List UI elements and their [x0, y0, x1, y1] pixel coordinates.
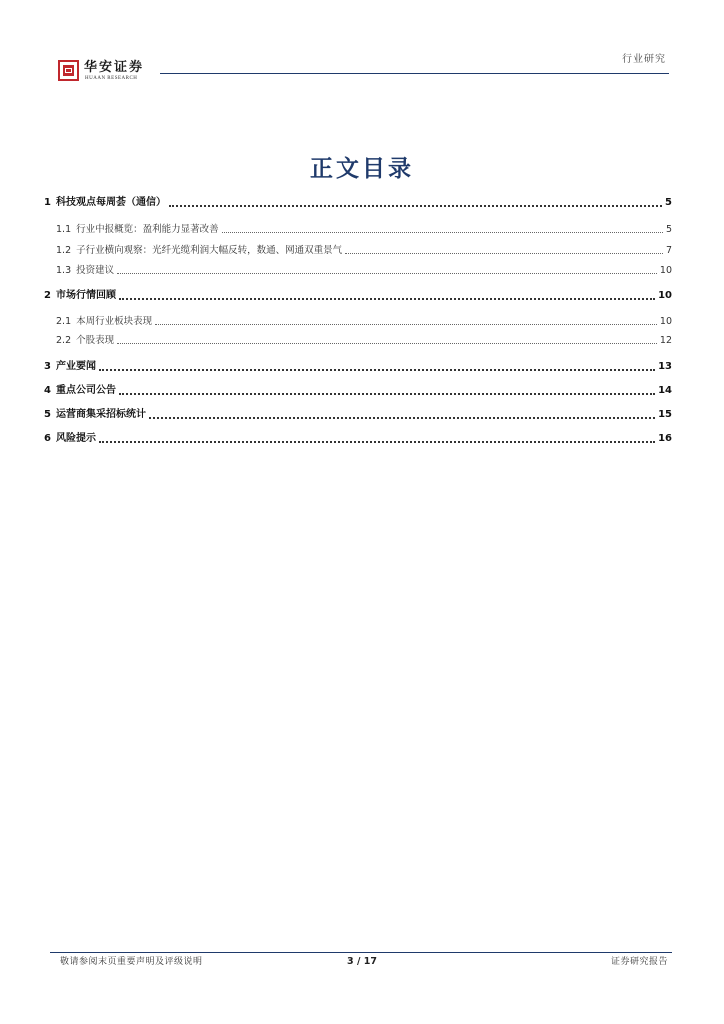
toc-entry-page: 14 [658, 385, 672, 396]
toc-entry[interactable] [44, 195, 672, 211]
toc-leader-dots [169, 195, 662, 207]
toc-leader-dots [117, 333, 657, 344]
toc-entry-number: 2.1 [56, 316, 72, 327]
toc-entry-page: 5 [665, 224, 672, 235]
toc-entry-title: 本周行业板块表现 [76, 316, 153, 327]
toc-entry-number: 1.3 [56, 265, 72, 276]
toc-entry-number: 1 [44, 197, 51, 208]
toc-entry[interactable] [44, 383, 672, 399]
toc-entry-number: 2.2 [56, 335, 72, 346]
toc-entry[interactable] [44, 359, 672, 375]
toc-entry[interactable] [44, 431, 672, 447]
toc-entry-number: 2 [44, 290, 51, 301]
section-label: 行业研究 [622, 54, 666, 65]
toc-entry-page: 10 [659, 265, 672, 276]
toc-entry-title: 市场行情回顾 [55, 290, 116, 301]
toc-entry-title: 科技观点每周荟（通信） [55, 197, 166, 208]
toc-leader-dots [222, 222, 663, 233]
toc-leader-dots [99, 431, 655, 443]
logo-name: 华安证券 [84, 60, 145, 75]
toc-entry-title: 子行业横向观察：光纤光缆利润大幅反转，数通、网通双重景气 [76, 245, 343, 256]
toc-entry-title: 投资建议 [76, 265, 115, 276]
footer-divider [50, 952, 672, 953]
toc-entry-title: 重点公司公告 [55, 385, 116, 396]
toc-entry-title: 个股表现 [76, 335, 115, 346]
toc-entry-number: 6 [44, 433, 51, 444]
toc-entry-page: 12 [659, 335, 672, 346]
toc-entry[interactable] [44, 288, 672, 304]
toc-entry-page: 10 [659, 316, 672, 327]
toc-entry-title: 行业中报概览：盈利能力显著改善 [76, 224, 219, 235]
page-title: 正文目录 [310, 155, 414, 182]
toc-entry[interactable] [44, 263, 672, 279]
toc-entry-number: 4 [44, 385, 51, 396]
toc-entry-number: 1.1 [56, 224, 72, 235]
toc-entry[interactable] [44, 333, 672, 349]
toc-entry-page: 5 [665, 197, 672, 208]
toc-leader-dots [149, 407, 655, 419]
toc-entry[interactable] [44, 407, 672, 423]
logo-seal-icon [58, 60, 79, 81]
toc-entry[interactable] [44, 314, 672, 330]
toc-entry-number: 3 [44, 361, 51, 372]
toc-entry-page: 13 [658, 361, 672, 372]
footer-disclaimer: 敬请参阅末页重要声明及评级说明 [60, 957, 203, 967]
toc-entry[interactable] [44, 243, 672, 259]
page-indicator: 3 / 17 [347, 956, 377, 967]
toc-entry-page: 10 [658, 290, 672, 301]
toc-entry[interactable] [44, 222, 672, 238]
toc-leader-dots [99, 359, 655, 371]
toc-leader-dots [117, 263, 657, 274]
toc-entry-title: 产业要闻 [55, 361, 96, 372]
toc-entry-title: 运营商集采招标统计 [55, 409, 146, 420]
toc-entry-number: 1.2 [56, 245, 72, 256]
footer-doc-type: 证券研究报告 [610, 957, 668, 967]
logo-subtitle: HUAAN RESEARCH [85, 76, 138, 81]
toc-entry-page: 7 [665, 245, 672, 256]
toc-entry-page: 15 [658, 409, 672, 420]
toc-leader-dots [345, 243, 663, 254]
toc-entry-number: 5 [44, 409, 51, 420]
toc-entry-page: 16 [658, 433, 672, 444]
toc-entry-title: 风险提示 [55, 433, 96, 444]
toc-leader-dots [155, 314, 657, 325]
toc-leader-dots [119, 383, 655, 395]
toc-leader-dots [119, 288, 655, 300]
header-divider [160, 73, 669, 74]
